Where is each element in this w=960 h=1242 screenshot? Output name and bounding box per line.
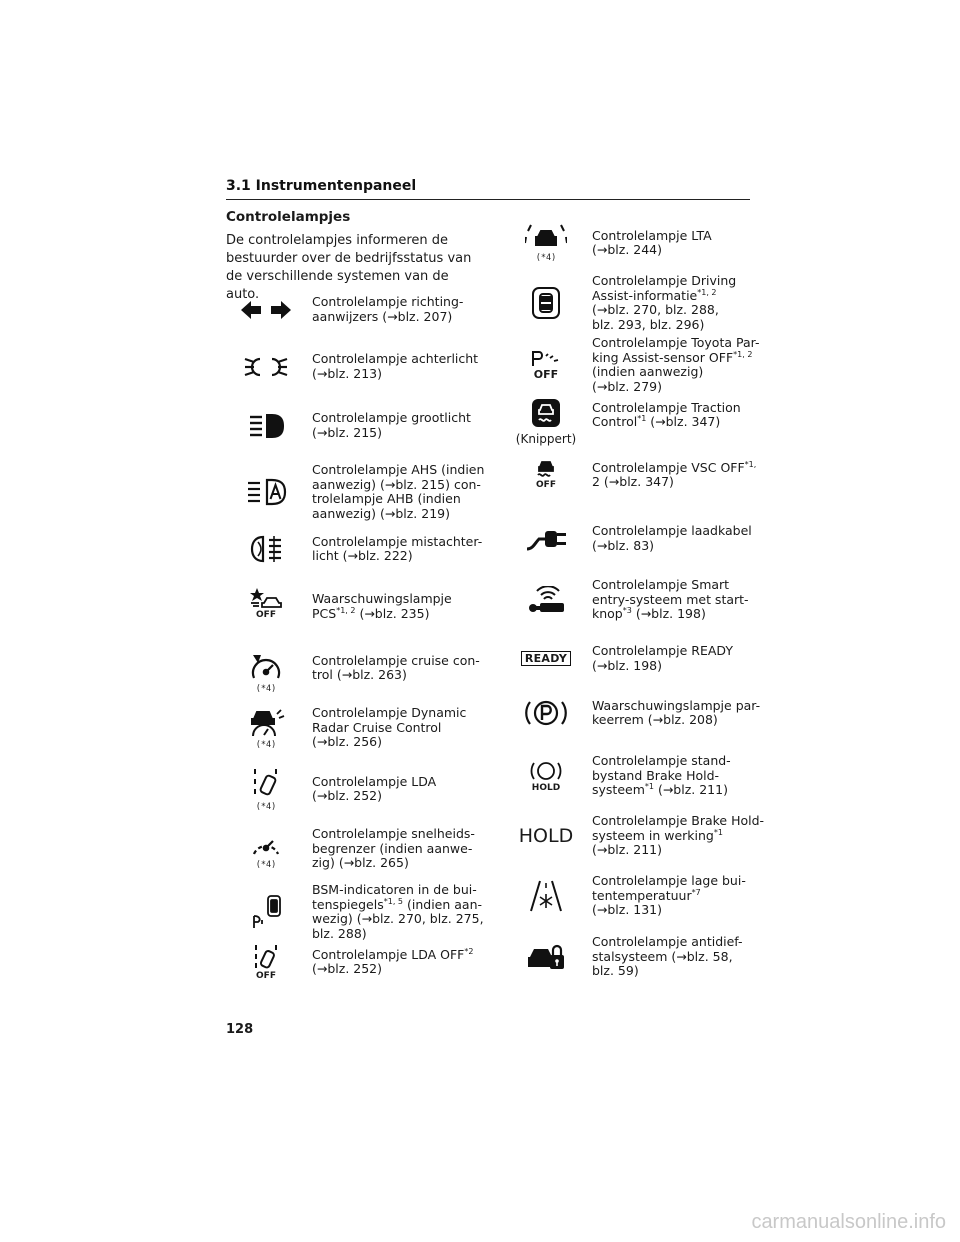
list-item bbox=[226, 652, 480, 694]
desc-line: bystand Brake Hold- bbox=[592, 767, 720, 783]
off-label: OFF bbox=[536, 480, 556, 490]
desc-line: systeem in werking bbox=[592, 827, 714, 843]
lta-icon bbox=[506, 223, 586, 263]
ready-icon bbox=[506, 651, 586, 666]
heading: Controlelampjes bbox=[226, 209, 351, 225]
off-label: OFF bbox=[256, 610, 276, 620]
intro-text: De controlelampjes informeren de bestuurder over de bedrijfsstatus van de verschillende systemen van de auto. bbox=[226, 233, 472, 302]
section-rule bbox=[226, 199, 750, 200]
desc-line: Controlelampje mistachter- bbox=[312, 533, 483, 549]
list-item bbox=[226, 827, 475, 871]
desc-line: (→blz. 213) bbox=[312, 365, 383, 381]
low-outside-temp-icon bbox=[506, 879, 586, 913]
desc-line: Controlelampje AHS (indien bbox=[312, 462, 485, 477]
desc-line: (→blz. 235) bbox=[355, 605, 430, 621]
list-item bbox=[506, 644, 733, 673]
desc-line: zig) (→blz. 265) bbox=[312, 855, 409, 870]
desc-line: Controlelampje achterlicht bbox=[312, 351, 479, 366]
list-item bbox=[506, 578, 749, 622]
list-item bbox=[506, 754, 731, 798]
desc-line: (→blz. 270, blz. 288, bbox=[592, 302, 719, 317]
desc-line: tenspiegels bbox=[312, 896, 384, 912]
footnote-marker: *1, 2 bbox=[733, 349, 753, 359]
desc-line: (→blz. 279) bbox=[592, 378, 663, 394]
watermark: carmanualsonline.info bbox=[751, 1211, 946, 1233]
lda-off-icon bbox=[226, 943, 306, 981]
off-label: OFF bbox=[533, 367, 559, 381]
turn-signal-icon bbox=[226, 299, 306, 321]
desc-line: (→blz. 256) bbox=[312, 734, 383, 750]
list-item bbox=[506, 336, 759, 394]
desc-line: Controlelampje richting- bbox=[312, 294, 464, 309]
list-item bbox=[506, 524, 752, 553]
icon-note: (*4) bbox=[255, 684, 277, 694]
desc-line: Controlelampje Smart bbox=[592, 577, 730, 592]
cruise-control-icon bbox=[226, 652, 306, 694]
desc-line: Controlelampje Traction bbox=[592, 399, 741, 415]
desc-line: (→blz. 252) bbox=[312, 788, 383, 803]
desc-line: Controlelampje LTA bbox=[592, 227, 712, 243]
desc-line: (→blz. 211) bbox=[592, 842, 663, 857]
desc-line: Controlelampje VSC OFF bbox=[592, 459, 745, 475]
desc-line: (→blz. 198) bbox=[631, 606, 706, 621]
hold-label: HOLD bbox=[518, 824, 574, 847]
desc-line: (→blz. 252) bbox=[312, 961, 383, 976]
tail-light-icon bbox=[226, 353, 306, 381]
footnote-marker: *1, 5 bbox=[383, 896, 404, 906]
footnote-marker: *1, 2 bbox=[336, 605, 356, 615]
list-item bbox=[226, 943, 473, 981]
list-item bbox=[226, 411, 471, 440]
list-item bbox=[506, 814, 764, 858]
footnote-marker: *1, 2 bbox=[697, 287, 717, 297]
list-item bbox=[506, 874, 746, 918]
section-title: 3.1 Instrumentenpaneel bbox=[226, 178, 417, 194]
parking-assist-off-icon bbox=[506, 350, 586, 381]
desc-line: (indien aan- bbox=[403, 896, 483, 912]
list-item bbox=[226, 352, 478, 381]
list-item bbox=[226, 534, 482, 564]
desc-line: (→blz. 83) bbox=[592, 537, 655, 553]
desc-line: Waarschuwingslampje par- bbox=[592, 697, 761, 713]
list-item bbox=[226, 706, 466, 750]
list-item bbox=[506, 696, 760, 730]
vsc-off-icon bbox=[506, 460, 586, 490]
desc-line: Assist-informatie bbox=[592, 287, 698, 303]
desc-line: Controlelampje lage bui- bbox=[592, 873, 746, 888]
dynamic-radar-cruise-icon bbox=[226, 706, 306, 750]
desc-line: blz. 293, blz. 296) bbox=[592, 316, 705, 332]
desc-line: (→blz. 131) bbox=[592, 902, 663, 917]
desc-line: trolelampje AHB (indien bbox=[312, 491, 461, 506]
list-item bbox=[226, 766, 436, 812]
desc-line: Controlelampje cruise con- bbox=[312, 652, 480, 668]
footnote-marker: *7 bbox=[691, 887, 701, 897]
desc-line: Controlelampje Toyota Par- bbox=[592, 335, 760, 350]
list-item bbox=[506, 935, 743, 979]
anti-theft-icon bbox=[506, 943, 586, 971]
desc-line: systeem bbox=[592, 782, 645, 797]
ahs-icon bbox=[226, 477, 306, 507]
desc-line: aanwezig) (→blz. 219) bbox=[312, 505, 450, 521]
footnote-marker: *1 bbox=[644, 781, 654, 791]
desc-line: stalsysteem (→blz. 58, bbox=[592, 948, 733, 964]
icon-note: (*4) bbox=[255, 859, 277, 870]
desc-line: trol (→blz. 263) bbox=[312, 667, 407, 682]
list-item bbox=[226, 586, 452, 621]
desc-line: 2 (→blz. 347) bbox=[592, 474, 674, 489]
page-number: 128 bbox=[226, 1022, 254, 1037]
desc-line: Controlelampje grootlicht bbox=[312, 410, 471, 425]
footnote-marker: *1 bbox=[713, 827, 723, 837]
ready-label: READY bbox=[521, 651, 571, 666]
desc-line: Controlelampje READY bbox=[592, 643, 733, 658]
desc-line: (indien aanwezig) bbox=[592, 364, 704, 379]
desc-line: BSM-indicatoren in de bui- bbox=[312, 882, 477, 897]
desc-line: Controlelampje Driving bbox=[592, 273, 737, 288]
desc-line: Controlelampje LDA OFF bbox=[312, 946, 465, 962]
footnote-marker: *3 bbox=[622, 605, 632, 615]
lda-icon bbox=[226, 766, 306, 812]
bsm-icon bbox=[226, 894, 306, 930]
hold-label: HOLD bbox=[531, 782, 561, 793]
desc-line: blz. 59) bbox=[592, 963, 639, 978]
desc-line: (→blz. 211) bbox=[653, 782, 728, 797]
footnote-marker: *2 bbox=[464, 946, 474, 956]
list-item bbox=[506, 460, 756, 490]
icon-note: (*4) bbox=[255, 802, 277, 812]
desc-line: Controlelampje stand- bbox=[592, 753, 731, 768]
list-item bbox=[506, 274, 736, 332]
desc-line: knop bbox=[592, 606, 623, 621]
desc-line: PCS bbox=[312, 605, 337, 621]
desc-line: Radar Cruise Control bbox=[312, 719, 442, 735]
brake-hold-standby-icon bbox=[506, 759, 586, 793]
desc-line: Controlelampje Dynamic bbox=[312, 705, 467, 721]
desc-line: begrenzer (indien aanwe- bbox=[312, 840, 473, 856]
off-label: OFF bbox=[256, 971, 276, 981]
icon-note: (*4) bbox=[535, 253, 557, 263]
desc-line: blz. 288) bbox=[312, 925, 367, 941]
parking-brake-icon bbox=[506, 696, 586, 730]
desc-line: (→blz. 198) bbox=[592, 657, 663, 673]
pcs-off-icon bbox=[226, 587, 306, 620]
desc-line: Controlelampje laadkabel bbox=[592, 523, 752, 538]
desc-line: (→blz. 244) bbox=[592, 242, 663, 257]
list-item bbox=[506, 398, 741, 446]
desc-line: keerrem (→blz. 208) bbox=[592, 712, 718, 727]
desc-line: entry-systeem met start- bbox=[592, 591, 749, 607]
footnote-marker: *1, bbox=[744, 459, 757, 469]
speed-limiter-icon bbox=[226, 828, 306, 870]
traction-control-icon bbox=[506, 398, 586, 446]
desc-line: Waarschuwingslampje bbox=[312, 591, 452, 606]
desc-line: wezig) (→blz. 270, blz. 275, bbox=[312, 911, 484, 926]
list-item bbox=[226, 295, 463, 324]
list-item bbox=[226, 463, 484, 521]
brake-hold-operated-icon bbox=[506, 825, 586, 847]
high-beam-icon bbox=[226, 412, 306, 440]
smart-entry-icon bbox=[506, 586, 586, 614]
rear-fog-icon bbox=[226, 534, 306, 564]
desc-line: Controlelampje Brake Hold- bbox=[592, 813, 765, 828]
desc-line: (→blz. 215) bbox=[312, 424, 383, 440]
footnote-marker: *1 bbox=[637, 413, 647, 423]
desc-line: Controlelampje snelheids- bbox=[312, 826, 475, 841]
desc-line: Controlelampje antidief- bbox=[592, 934, 743, 949]
desc-line: aanwijzers (→blz. 207) bbox=[312, 308, 453, 324]
driving-assist-icon bbox=[506, 286, 586, 320]
list-item bbox=[226, 883, 484, 941]
desc-line: Control bbox=[592, 414, 638, 429]
list-item bbox=[506, 223, 712, 263]
desc-line: tentemperatuur bbox=[592, 887, 692, 903]
desc-line: king Assist-sensor OFF bbox=[592, 349, 734, 365]
desc-line: licht (→blz. 222) bbox=[312, 548, 413, 563]
desc-line: Controlelampje LDA bbox=[312, 773, 437, 789]
desc-line: aanwezig) (→blz. 215) con- bbox=[312, 476, 481, 492]
icon-note: (*4) bbox=[255, 740, 277, 750]
icon-note: (Knippert) bbox=[515, 432, 577, 446]
charging-cable-icon bbox=[506, 525, 586, 553]
desc-line: (→blz. 347) bbox=[646, 414, 721, 429]
